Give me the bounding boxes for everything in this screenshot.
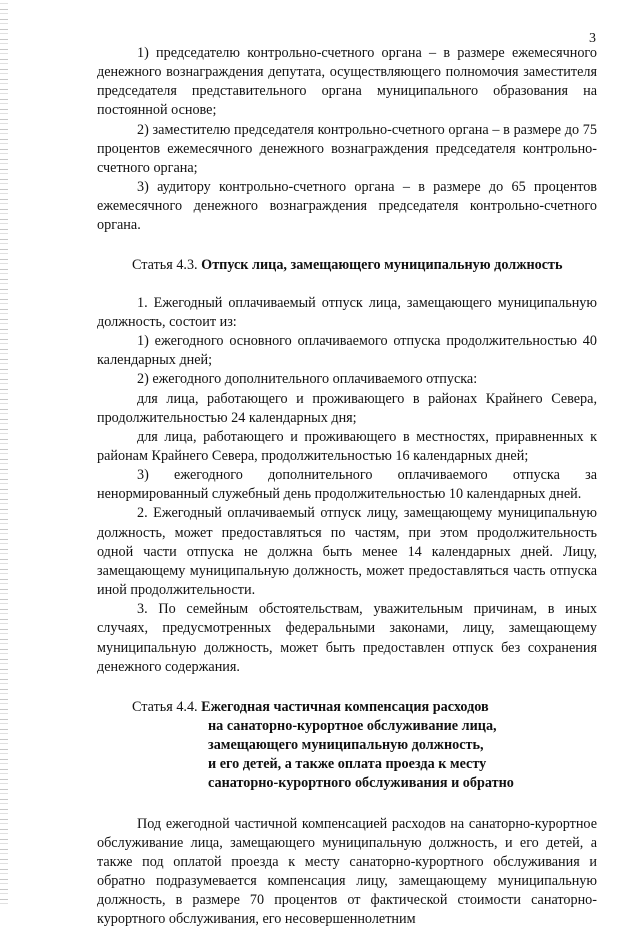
article-4-4-title-line-5: санаторно-курортного обслуживания и обратно — [208, 775, 514, 792]
article-4-4-heading — [97, 698, 597, 717]
article-4-4-title-line-4: и его детей, а также оплата проезда к месту — [208, 756, 487, 773]
paragraph-2-3: 2) ежегодного дополнительного оплачиваемого отпуска: — [137, 371, 478, 388]
paragraph-2-6: 3) ежегодного дополнительного оплачиваемого отпуска за ненормированный служебный день продолжительностью 10 календарных дней. — [97, 467, 597, 503]
document-body — [97, 44, 597, 930]
paragraph-2-4: для лица, работающего и проживающего в районах Крайнего Севера, продолжительностью 24 календарных дня; — [97, 390, 597, 426]
paragraph-1-1: 1) председателю контрольно-счетного органа – в размере ежемесячного денежного вознаграждения депутата, осуществляющего полномочия заместителя председателя представительного органа муниципального образования на постоянной основе; — [97, 45, 597, 119]
paragraph-2-1: 1. Ежегодный оплачиваемый отпуск лица, замещающего муниципальную должность, состоит из: — [97, 294, 597, 330]
article-4-3-heading — [132, 256, 597, 275]
paragraph-2-8: 3. По семейным обстоятельствам, уважительным причинам, в иных случаях, предусмотренных федеральными законами, лицу, замещающему муниципальную должность, может быть предоставлен отпуск без сохранения денежного содержания. — [97, 601, 597, 675]
article-4-4-title-line-2: на санаторно-курортное обслуживание лица, — [208, 718, 497, 734]
article-4-4-title-line-1: Ежегодная частичная компенсация расходов — [201, 698, 489, 715]
paragraph-2-2: 1) ежегодного основного оплачиваемого отпуска продолжительностью 40 календарных дней; — [97, 333, 597, 369]
article-4-3-title: Отпуск лица, замещающего муниципальную должность — [201, 256, 563, 273]
article-4-3-number: Статья 4.3. — [132, 256, 202, 273]
paragraph-3-1: Под ежегодной частичной компенсацией расходов на санаторно-курортное обслуживание лица, замещающего муниципальную должность, и его детей, а также под оплатой проезда к месту санаторно-курортного обслуживания и обратно подразумевается компенсация лицу, замещающему муниципальную должность, в размере 70 процентов от фактической стоимости санаторно-курортного обслуживания, его несовершеннолетним — [97, 815, 597, 928]
paragraph-2-5: для лица, работающего и проживающего в местностях, приравненных к районам Крайнего Севера, продолжительностью 16 календарных дней; — [97, 428, 597, 464]
article-4-4-title-line-3: замещающего муниципальную должность, — [208, 737, 484, 754]
scan-edge-artifact — [0, 0, 8, 905]
paragraph-1-2: 2) заместителю председателя контрольно-счетного органа – в размере до 75 процентов ежемесячного денежного вознаграждения председателя контрольно-счетного органа; — [97, 121, 597, 176]
article-4-4-title — [201, 698, 489, 717]
article-4-4-title-continued — [208, 717, 597, 794]
paragraph-1-3: 3) аудитору контрольно-счетного органа – в размере до 65 процентов ежемесячного денежного вознаграждения председателя контрольно-счетного органа. — [97, 179, 597, 234]
paragraph-2-7: 2. Ежегодный оплачиваемый отпуск лицу, замещающему муниципальную должность, может предоставляться по частям, при этом продолжительность одной части отпуска не должна быть менее 14 календарных дней. Лицу, замещающему муниципальную должность, может предоставляться часть отпуска иной продолжительности. — [97, 505, 597, 599]
article-4-4-number: Статья 4.4. — [132, 698, 202, 715]
page-number: 3 — [589, 31, 596, 46]
